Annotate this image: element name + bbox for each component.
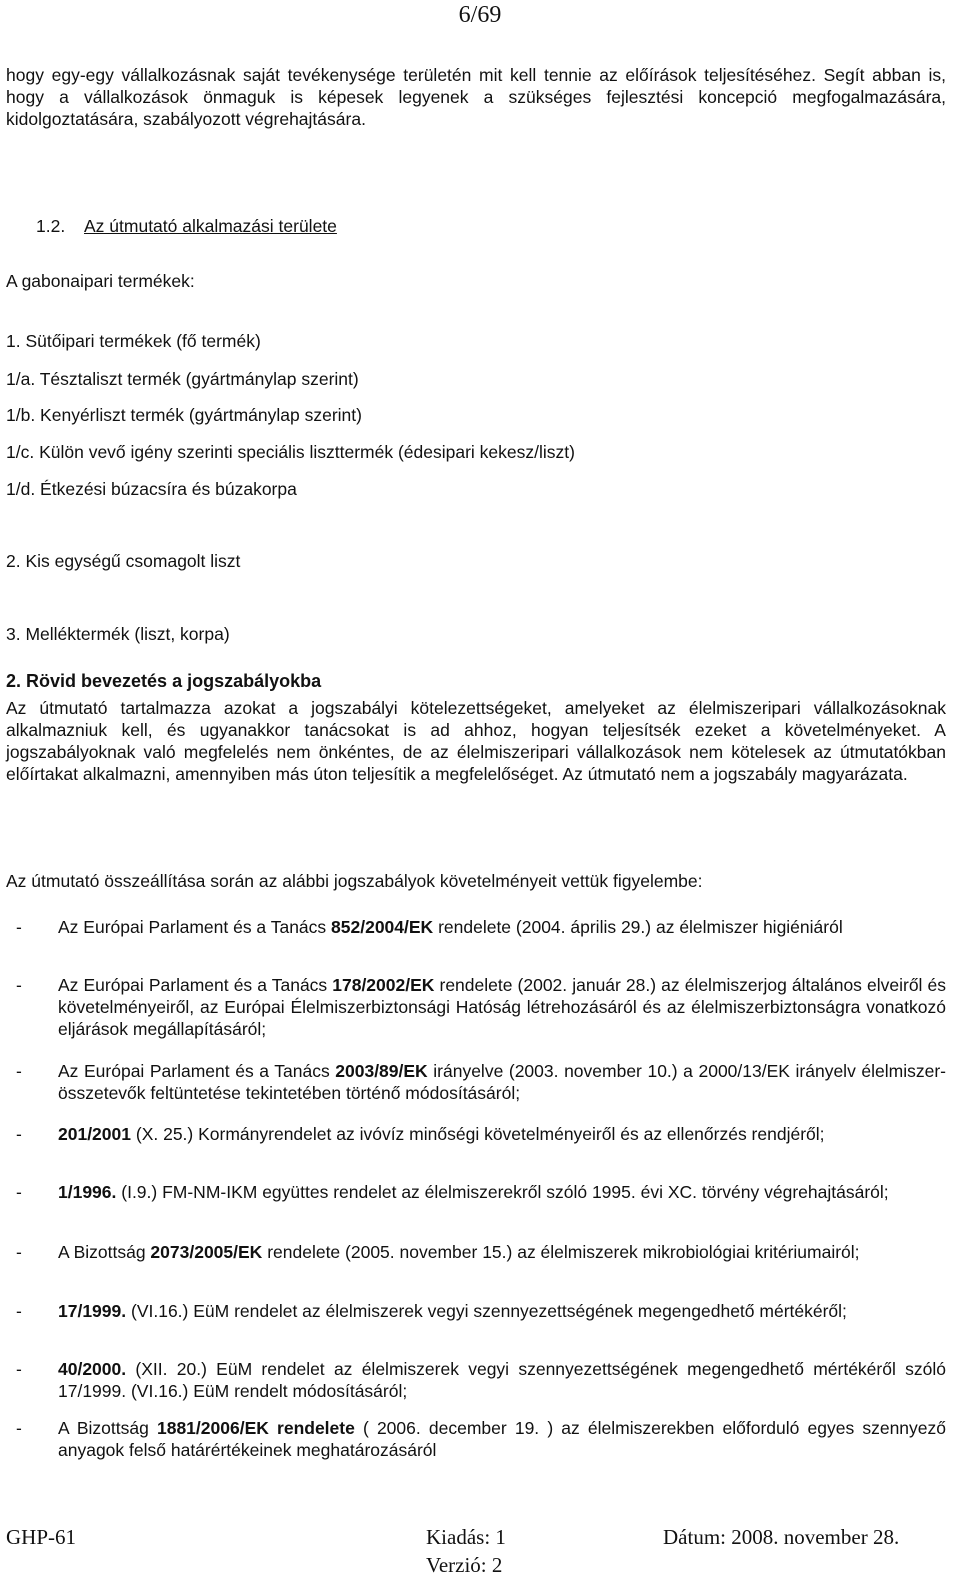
- dash: -: [16, 1242, 22, 1262]
- footer-date: Dátum: 2008. november 28.: [663, 1525, 900, 1549]
- dash: -: [16, 1182, 22, 1202]
- product-item: 1/d. Étkezési búzacsíra és búzakorpa: [6, 479, 297, 499]
- footer-version: Verzió: 2: [426, 1553, 503, 1577]
- product-item: 3. Melléktermék (liszt, korpa): [6, 624, 230, 644]
- dash: -: [16, 1359, 22, 1379]
- page-number: 6/69: [458, 2, 502, 28]
- law-item: - 40/2000. (XII. 20.) EüM rendelet az élelmiszerek vegyi szennyezettségének megengedhető mértékéről szóló 17/1999. (VI.16.) EüM rendelt módosításáról;: [16, 1359, 946, 1401]
- law-item: - A Bizottság 2073/2005/EK rendelete (2005. november 15.) az élelmiszerek mikrobiológiai kritériumairól;: [16, 1242, 860, 1262]
- dash: -: [16, 917, 22, 937]
- dash: -: [16, 1418, 22, 1438]
- law-item: - Az Európai Parlament és a Tanács 2003/89/EK irányelve (2003. november 10.) a 2000/13/EK irányelv élelmiszer-összetevők feltüntetése tekintetében történő módosításáról;: [16, 1061, 946, 1103]
- law-item: - 201/2001 (X. 25.) Kormányrendelet az ivóvíz minőségi követelményeiről és az ellenőrzés rendjéről;: [16, 1124, 825, 1144]
- law-item: - 1/1996. (I.9.) FM-NM-IKM együttes rendelet az élelmiszerekről szóló 1995. évi XC. törvény végrehajtásáról;: [16, 1182, 889, 1202]
- section-number: 1.2.: [36, 216, 66, 236]
- section-paragraph: Az útmutató tartalmazza azokat a jogszabályi kötelezettségeket, amelyeket az élelmiszeripari vállalkozásoknak alkalmazniuk kell, és ugyanakkor tanácsokat is ad ahhoz, hogyan teljesítsék ezeket a követelményeket. A jogszabályoknak való megfelelés nem önkéntes, de az élelmiszeripari vállalkozások nem kötelesek az útmutatókban előírtakat alkalmazni, amennyiben más úton teljesítik a megfelelőséget. Az útmutató nem a jogszabály magyarázata.: [6, 698, 946, 784]
- product-item: 1. Sütőipari termékek (fő termék): [6, 331, 261, 351]
- intro-paragraph: hogy egy-egy vállalkozásnak saját tevékenysége területén mit kell tennie az előírások teljesítéséhez. Segít abban is, hogy a vállalkozások önmaguk is képesek legyenek a szükséges fejlesztési koncepció megfogalmazására, kidolgoztatására, szabályozott végrehajtására.: [6, 65, 946, 129]
- dash: -: [16, 1061, 22, 1081]
- law-item: - 17/1999. (VI.16.) EüM rendelet az élelmiszerek vegyi szennyezettségének megengedhető mértékéről;: [16, 1301, 847, 1321]
- section-heading: 2. Rövid bevezetés a jogszabályokba: [6, 671, 322, 691]
- law-item: - Az Európai Parlament és a Tanács 178/2002/EK rendelete (2002. január 28.) az élelmiszerjog általános elveiről és követelményeiről, az Európai Élelmiszerbiztonsági Hatóság létrehozásáról és az élelmiszerbiztonságra vonatkozó eljárások megállapításáról;: [16, 975, 946, 1039]
- footer-edition: Kiadás: 1: [426, 1525, 506, 1549]
- footer-doc-id: GHP-61: [6, 1525, 77, 1549]
- laws-intro: Az útmutató összeállítása során az alábbi jogszabályok követelményeit vettük figyelembe:: [6, 871, 703, 891]
- dash: -: [16, 1124, 22, 1144]
- product-item: 1/a. Tésztaliszt termék (gyártmánylap szerint): [6, 369, 359, 389]
- law-item: - A Bizottság 1881/2006/EK rendelete ( 2006. december 19. ) az élelmiszerekben előforduló egyes szennyező anyagok felső határértékeinek meghatározásáról: [16, 1418, 947, 1460]
- products-heading: A gabonaipari termékek:: [6, 271, 195, 291]
- dash: -: [16, 1301, 22, 1321]
- dash: -: [16, 975, 22, 995]
- product-item: 1/b. Kenyérliszt termék (gyártmánylap szerint): [6, 405, 362, 425]
- product-item: 2. Kis egységű csomagolt liszt: [6, 551, 241, 571]
- section-title: Az útmutató alkalmazási területe: [84, 216, 337, 236]
- law-item: - Az Európai Parlament és a Tanács 852/2004/EK rendelete (2004. április 29.) az élelmiszer higiéniáról: [16, 917, 843, 937]
- product-item: 1/c. Külön vevő igény szerinti speciális liszttermék (édesipari kekesz/liszt): [6, 442, 575, 462]
